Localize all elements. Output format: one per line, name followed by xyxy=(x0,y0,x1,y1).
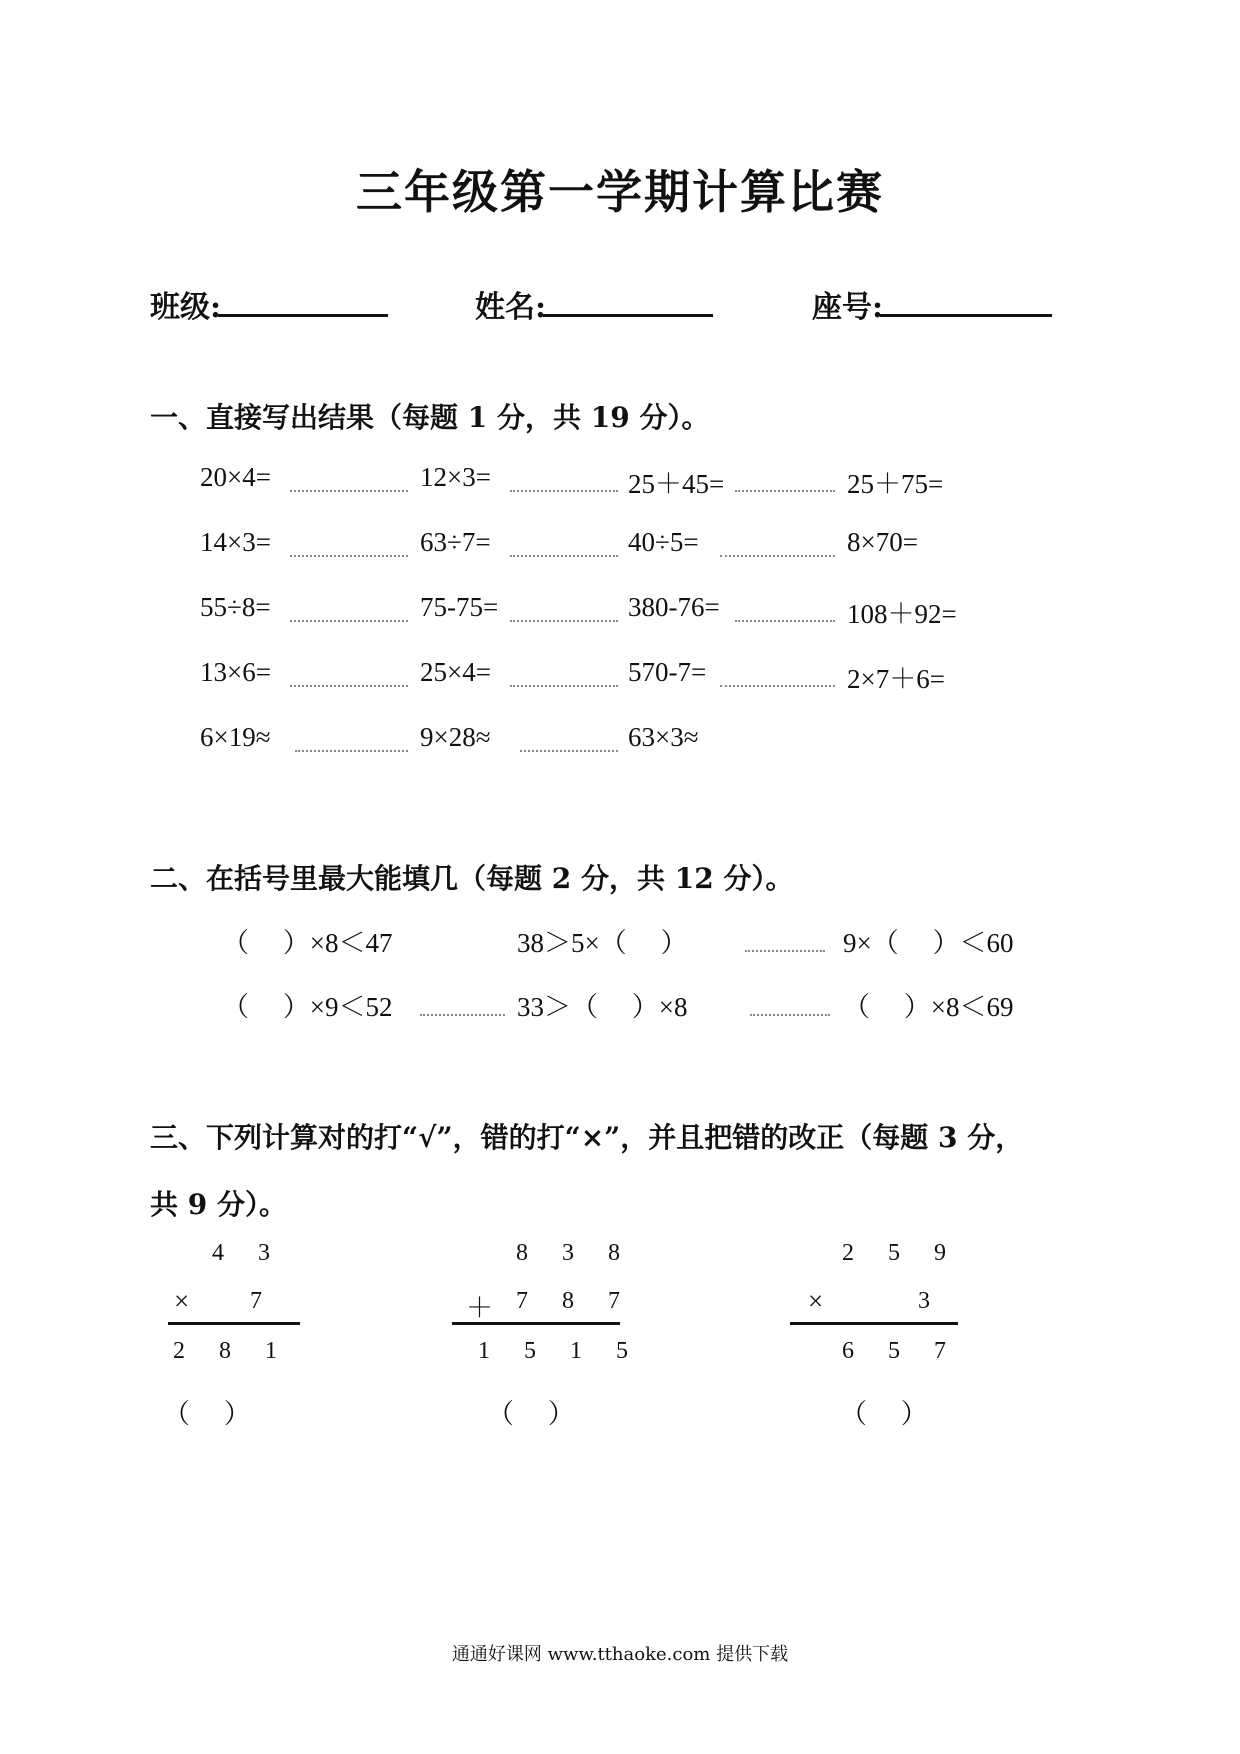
problem-top-number: 4 3 xyxy=(212,1240,284,1266)
section2-heading: 二、在括号里最大能填几（每题 2 分，共 12 分）。 xyxy=(150,862,794,895)
spacer-dots xyxy=(745,950,825,952)
answer-space[interactable] xyxy=(520,750,618,752)
section3-heading-line1: 三、下列计算对的打“√”，错的打“×”，并且把错的改正（每题 3 分， xyxy=(150,1121,1024,1154)
answer-space[interactable] xyxy=(290,685,408,687)
arith-item: 14×3= xyxy=(200,527,271,557)
arith-item: 20×4= xyxy=(200,462,271,492)
bracket-item: （ ）×8＜69 xyxy=(843,992,1014,1022)
problem-operator: ＋ xyxy=(466,1293,493,1323)
sum-line xyxy=(790,1322,958,1325)
problem-top-number: 2 5 9 xyxy=(842,1240,960,1266)
sum-line xyxy=(168,1322,300,1325)
arith-item: 570-7= xyxy=(628,657,707,687)
arith-item: 13×6= xyxy=(200,657,271,687)
seat-field[interactable] xyxy=(880,314,1052,317)
arith-item: 12×3= xyxy=(420,462,491,492)
answer-space[interactable] xyxy=(290,620,408,622)
check-bracket[interactable]: （ ） xyxy=(840,1399,928,1429)
spacer-dots xyxy=(750,1014,830,1016)
problem-second-number: 7 xyxy=(250,1288,276,1314)
answer-space[interactable] xyxy=(290,490,408,492)
class-field[interactable] xyxy=(218,314,388,317)
answer-space[interactable] xyxy=(510,555,618,557)
arith-item: 8×70= xyxy=(847,527,918,557)
arith-item: 2×7＋6= xyxy=(847,664,945,694)
arith-item: 6×19≈ xyxy=(200,722,271,752)
problem-result: 6 5 7 xyxy=(842,1338,960,1364)
problem-result: 1 5 1 5 xyxy=(478,1338,642,1364)
answer-space[interactable] xyxy=(735,490,835,492)
bracket-item: 9×（ ）＜60 xyxy=(843,928,1014,958)
answer-space[interactable] xyxy=(510,490,618,492)
answer-space[interactable] xyxy=(720,685,835,687)
answer-space[interactable] xyxy=(295,750,408,752)
arith-item: 63×3≈ xyxy=(628,722,699,752)
arith-item: 108＋92= xyxy=(847,599,957,629)
answer-space[interactable] xyxy=(720,555,835,557)
answer-space[interactable] xyxy=(735,620,835,622)
class-label: 班级: xyxy=(150,290,222,325)
bracket-item: 38＞5×（ ） xyxy=(517,928,688,958)
problem-second-number: 7 8 7 xyxy=(516,1288,634,1314)
arith-item: 25×4= xyxy=(420,657,491,687)
arith-item: 75-75= xyxy=(420,592,499,622)
check-bracket[interactable]: （ ） xyxy=(163,1399,251,1429)
arith-item: 380-76= xyxy=(628,592,720,622)
section3-heading-line2: 共 9 分）。 xyxy=(150,1188,287,1221)
bracket-item: （ ）×8＜47 xyxy=(222,928,393,958)
sum-line xyxy=(452,1322,620,1325)
arith-item: 25＋75= xyxy=(847,469,944,499)
seat-label: 座号: xyxy=(812,290,884,325)
problem-result: 2 8 1 xyxy=(173,1338,291,1364)
problem-top-number: 8 3 8 xyxy=(516,1240,634,1266)
arith-item: 40÷5= xyxy=(628,527,699,557)
problem-second-number: 3 xyxy=(918,1288,944,1314)
check-bracket[interactable]: （ ） xyxy=(487,1399,575,1429)
answer-space[interactable] xyxy=(290,555,408,557)
problem-operator: × xyxy=(174,1286,190,1316)
arith-item: 55÷8= xyxy=(200,592,271,622)
spacer-dots xyxy=(420,1014,505,1016)
bracket-item: 33＞（ ）×8 xyxy=(517,992,688,1022)
problem-operator: × xyxy=(808,1286,824,1316)
bracket-item: （ ）×9＜52 xyxy=(222,992,393,1022)
arith-item: 25＋45= xyxy=(628,469,725,499)
answer-space[interactable] xyxy=(510,620,618,622)
arith-item: 63÷7= xyxy=(420,527,491,557)
name-field[interactable] xyxy=(543,314,713,317)
section1-heading: 一、直接写出结果（每题 1 分，共 19 分）。 xyxy=(150,401,710,434)
page-title: 三年级第一学期计算比赛 xyxy=(356,165,884,219)
footer-credit: 通通好课网 www.tthaoke.com 提供下载 xyxy=(451,1644,789,1665)
name-label: 姓名: xyxy=(475,290,547,325)
arith-item: 9×28≈ xyxy=(420,722,491,752)
answer-space[interactable] xyxy=(510,685,618,687)
